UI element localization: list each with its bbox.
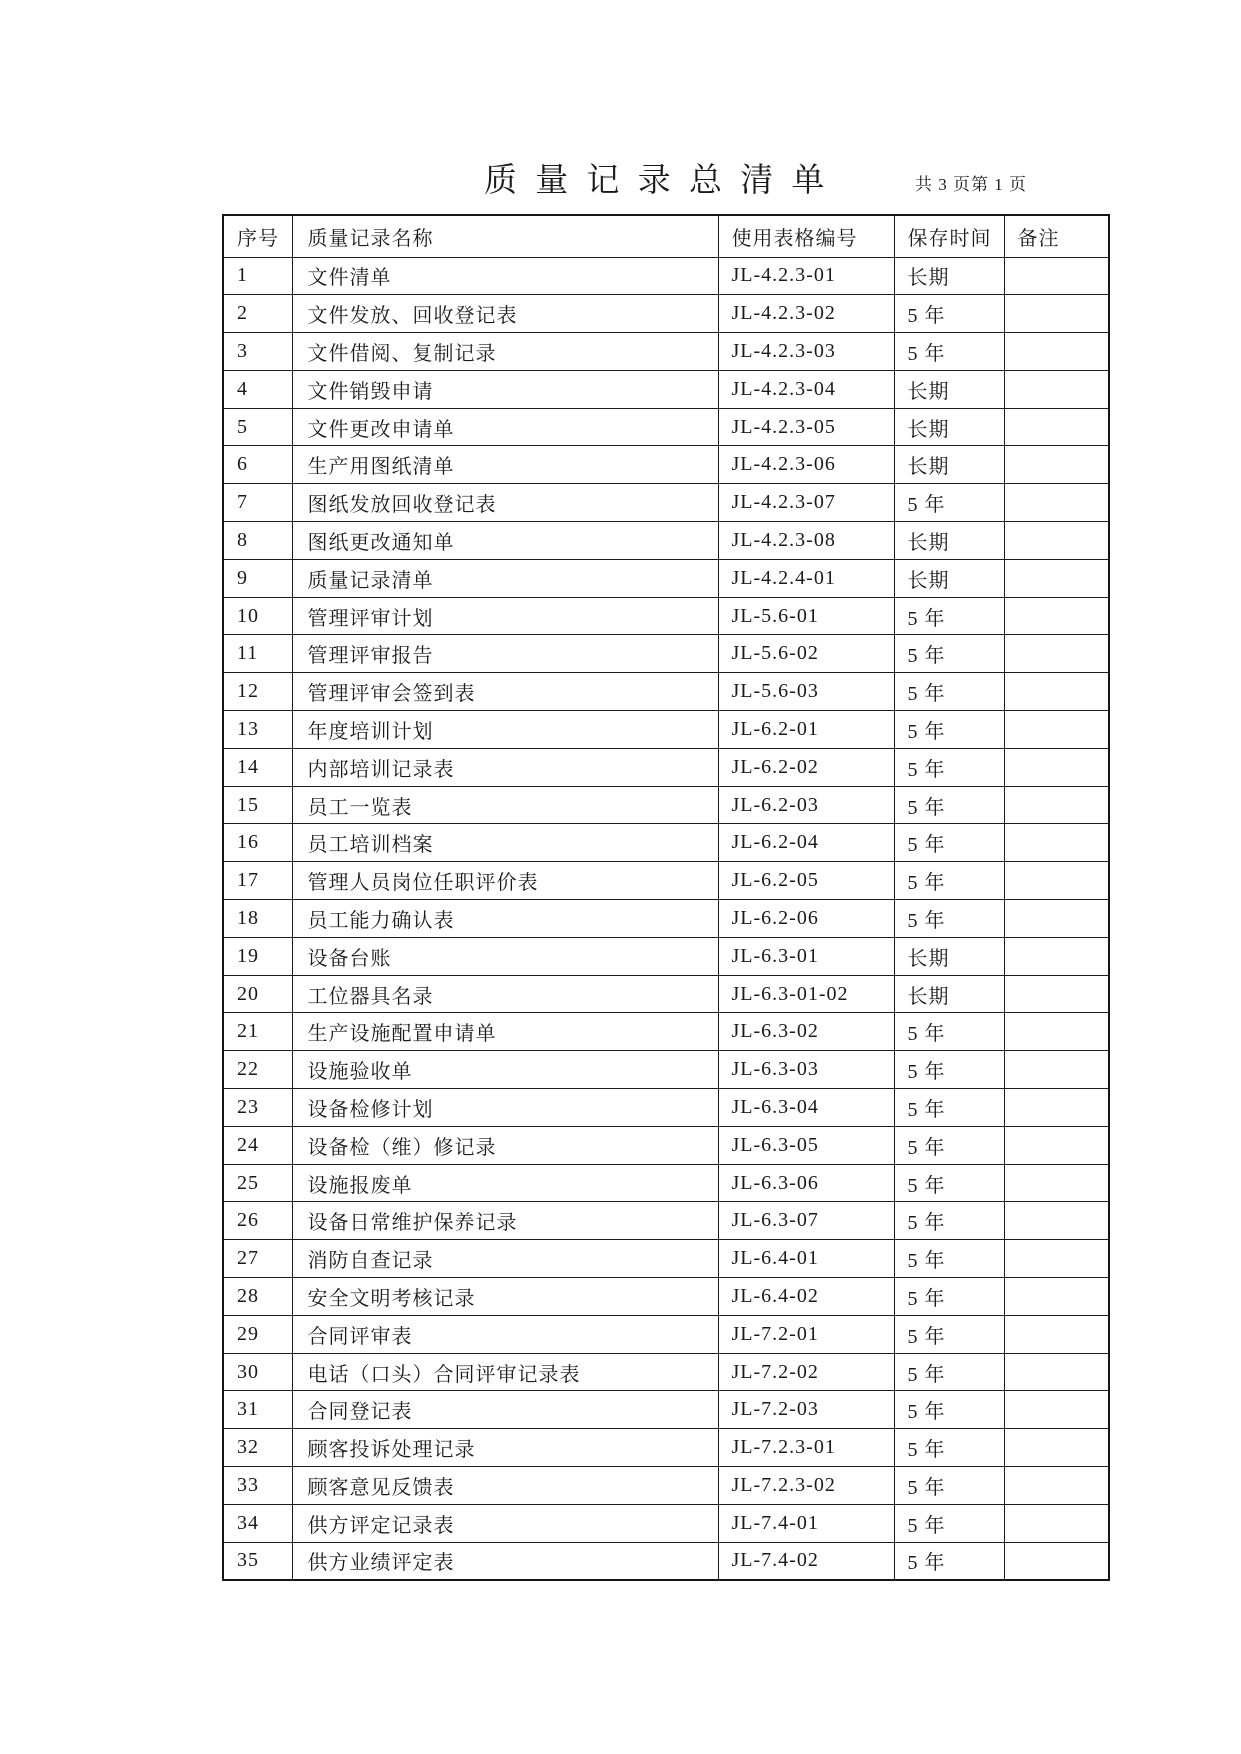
cell-name: 图纸发放回收登记表 <box>292 484 718 522</box>
cell-name: 设备台账 <box>292 937 718 975</box>
cell-no: 6 <box>223 446 292 484</box>
cell-code: JL-6.3-05 <box>718 1126 894 1164</box>
cell-retention: 5 年 <box>894 1013 1004 1051</box>
cell-remark <box>1004 370 1109 408</box>
cell-name: 合同评审表 <box>292 1315 718 1353</box>
cell-no: 29 <box>223 1315 292 1353</box>
cell-no: 18 <box>223 900 292 938</box>
cell-remark <box>1004 937 1109 975</box>
table-row <box>223 370 1109 408</box>
cell-no: 25 <box>223 1164 292 1202</box>
cell-retention: 5 年 <box>894 484 1004 522</box>
table-row <box>223 484 1109 522</box>
cell-remark <box>1004 257 1109 295</box>
cell-remark <box>1004 862 1109 900</box>
cell-name: 合同登记表 <box>292 1391 718 1429</box>
cell-name: 文件销毁申请 <box>292 370 718 408</box>
cell-no: 16 <box>223 824 292 862</box>
cell-remark <box>1004 1089 1109 1127</box>
cell-code: JL-7.2.3-02 <box>718 1467 894 1505</box>
cell-remark <box>1004 1467 1109 1505</box>
cell-no: 33 <box>223 1467 292 1505</box>
column-header-name: 质量记录名称 <box>292 215 718 257</box>
cell-remark <box>1004 748 1109 786</box>
cell-code: JL-7.2-02 <box>718 1353 894 1391</box>
cell-no: 22 <box>223 1051 292 1089</box>
cell-no: 34 <box>223 1504 292 1542</box>
column-header-no: 序号 <box>223 215 292 257</box>
cell-remark <box>1004 900 1109 938</box>
cell-name: 供方评定记录表 <box>292 1504 718 1542</box>
cell-no: 1 <box>223 257 292 295</box>
cell-retention: 5 年 <box>894 1164 1004 1202</box>
cell-no: 3 <box>223 333 292 371</box>
cell-remark <box>1004 408 1109 446</box>
cell-retention: 5 年 <box>894 597 1004 635</box>
table-row <box>223 748 1109 786</box>
cell-no: 17 <box>223 862 292 900</box>
cell-remark <box>1004 597 1109 635</box>
cell-retention: 长期 <box>894 370 1004 408</box>
cell-name: 内部培训记录表 <box>292 748 718 786</box>
cell-code: JL-6.3-02 <box>718 1013 894 1051</box>
cell-name: 生产设施配置申请单 <box>292 1013 718 1051</box>
cell-code: JL-6.2-01 <box>718 711 894 749</box>
cell-no: 28 <box>223 1278 292 1316</box>
cell-no: 26 <box>223 1202 292 1240</box>
cell-retention: 5 年 <box>894 635 1004 673</box>
cell-name: 顾客投诉处理记录 <box>292 1429 718 1467</box>
cell-remark <box>1004 522 1109 560</box>
cell-name: 设施验收单 <box>292 1051 718 1089</box>
cell-retention: 5 年 <box>894 295 1004 333</box>
cell-code: JL-4.2.4-01 <box>718 559 894 597</box>
cell-no: 14 <box>223 748 292 786</box>
cell-no: 5 <box>223 408 292 446</box>
cell-code: JL-4.2.3-02 <box>718 295 894 333</box>
table-row <box>223 937 1109 975</box>
cell-remark <box>1004 484 1109 522</box>
cell-code: JL-6.2-03 <box>718 786 894 824</box>
table-row <box>223 597 1109 635</box>
table-row <box>223 711 1109 749</box>
cell-retention: 5 年 <box>894 900 1004 938</box>
table-row <box>223 1089 1109 1127</box>
cell-retention: 5 年 <box>894 673 1004 711</box>
cell-retention: 5 年 <box>894 1353 1004 1391</box>
cell-retention: 5 年 <box>894 1240 1004 1278</box>
cell-code: JL-6.2-04 <box>718 824 894 862</box>
cell-retention: 长期 <box>894 446 1004 484</box>
cell-retention: 5 年 <box>894 1504 1004 1542</box>
cell-retention: 5 年 <box>894 748 1004 786</box>
cell-no: 8 <box>223 522 292 560</box>
cell-retention: 5 年 <box>894 786 1004 824</box>
cell-name: 生产用图纸清单 <box>292 446 718 484</box>
cell-no: 15 <box>223 786 292 824</box>
cell-code: JL-7.4-01 <box>718 1504 894 1542</box>
cell-remark <box>1004 446 1109 484</box>
cell-retention: 5 年 <box>894 824 1004 862</box>
cell-remark <box>1004 824 1109 862</box>
cell-code: JL-6.3-06 <box>718 1164 894 1202</box>
cell-retention: 5 年 <box>894 1542 1004 1580</box>
cell-name: 设备检修计划 <box>292 1089 718 1127</box>
table-row <box>223 635 1109 673</box>
cell-remark <box>1004 559 1109 597</box>
cell-code: JL-7.2.3-01 <box>718 1429 894 1467</box>
cell-no: 7 <box>223 484 292 522</box>
cell-remark <box>1004 1542 1109 1580</box>
table-row <box>223 257 1109 295</box>
cell-code: JL-4.2.3-01 <box>718 257 894 295</box>
cell-code: JL-6.3-04 <box>718 1089 894 1127</box>
cell-no: 21 <box>223 1013 292 1051</box>
cell-code: JL-6.3-01-02 <box>718 975 894 1013</box>
cell-name: 管理评审报告 <box>292 635 718 673</box>
cell-remark <box>1004 786 1109 824</box>
cell-retention: 5 年 <box>894 1089 1004 1127</box>
cell-code: JL-4.2.3-03 <box>718 333 894 371</box>
table-row <box>223 446 1109 484</box>
cell-name: 消防自查记录 <box>292 1240 718 1278</box>
cell-retention: 5 年 <box>894 1051 1004 1089</box>
cell-name: 工位器具名录 <box>292 975 718 1013</box>
cell-remark <box>1004 1278 1109 1316</box>
cell-name: 员工一览表 <box>292 786 718 824</box>
cell-no: 11 <box>223 635 292 673</box>
cell-remark <box>1004 1353 1109 1391</box>
cell-retention: 长期 <box>894 559 1004 597</box>
cell-remark <box>1004 711 1109 749</box>
cell-remark <box>1004 1164 1109 1202</box>
cell-name: 管理评审计划 <box>292 597 718 635</box>
cell-no: 24 <box>223 1126 292 1164</box>
cell-code: JL-6.2-02 <box>718 748 894 786</box>
cell-retention: 5 年 <box>894 1315 1004 1353</box>
cell-retention: 长期 <box>894 522 1004 560</box>
table-row <box>223 1391 1109 1429</box>
cell-retention: 5 年 <box>894 1202 1004 1240</box>
column-header-remark: 备注 <box>1004 215 1109 257</box>
cell-code: JL-7.4-02 <box>718 1542 894 1580</box>
cell-name: 文件发放、回收登记表 <box>292 295 718 333</box>
table-row <box>223 975 1109 1013</box>
cell-no: 30 <box>223 1353 292 1391</box>
cell-no: 2 <box>223 295 292 333</box>
table-row <box>223 1164 1109 1202</box>
cell-code: JL-5.6-02 <box>718 635 894 673</box>
cell-retention: 5 年 <box>894 862 1004 900</box>
cell-code: JL-4.2.3-07 <box>718 484 894 522</box>
cell-retention: 5 年 <box>894 333 1004 371</box>
table-row <box>223 295 1109 333</box>
cell-retention: 5 年 <box>894 1278 1004 1316</box>
table-row <box>223 1315 1109 1353</box>
cell-code: JL-6.2-06 <box>718 900 894 938</box>
cell-no: 12 <box>223 673 292 711</box>
table-row <box>223 522 1109 560</box>
cell-name: 设备日常维护保养记录 <box>292 1202 718 1240</box>
column-header-retention: 保存时间 <box>894 215 1004 257</box>
cell-code: JL-4.2.3-05 <box>718 408 894 446</box>
cell-remark <box>1004 1391 1109 1429</box>
cell-name: 设施报废单 <box>292 1164 718 1202</box>
table-row <box>223 1202 1109 1240</box>
cell-remark <box>1004 295 1109 333</box>
cell-code: JL-6.4-01 <box>718 1240 894 1278</box>
cell-retention: 长期 <box>894 975 1004 1013</box>
cell-retention: 长期 <box>894 257 1004 295</box>
cell-code: JL-5.6-01 <box>718 597 894 635</box>
cell-name: 文件清单 <box>292 257 718 295</box>
table-row <box>223 786 1109 824</box>
cell-code: JL-7.2-03 <box>718 1391 894 1429</box>
cell-remark <box>1004 1429 1109 1467</box>
cell-remark <box>1004 1240 1109 1278</box>
cell-name: 员工培训档案 <box>292 824 718 862</box>
cell-code: JL-6.3-01 <box>718 937 894 975</box>
cell-no: 20 <box>223 975 292 1013</box>
cell-no: 13 <box>223 711 292 749</box>
cell-code: JL-6.4-02 <box>718 1278 894 1316</box>
cell-no: 10 <box>223 597 292 635</box>
cell-name: 文件更改申请单 <box>292 408 718 446</box>
table-row <box>223 559 1109 597</box>
cell-code: JL-6.3-07 <box>718 1202 894 1240</box>
table-row <box>223 1429 1109 1467</box>
cell-remark <box>1004 1504 1109 1542</box>
cell-remark <box>1004 1315 1109 1353</box>
cell-no: 4 <box>223 370 292 408</box>
cell-retention: 5 年 <box>894 711 1004 749</box>
cell-remark <box>1004 975 1109 1013</box>
cell-name: 安全文明考核记录 <box>292 1278 718 1316</box>
quality-records-table <box>222 214 1110 1581</box>
cell-remark <box>1004 333 1109 371</box>
cell-name: 供方业绩评定表 <box>292 1542 718 1580</box>
cell-retention: 长期 <box>894 408 1004 446</box>
cell-name: 管理评审会签到表 <box>292 673 718 711</box>
cell-code: JL-6.2-05 <box>718 862 894 900</box>
cell-code: JL-4.2.3-04 <box>718 370 894 408</box>
cell-no: 27 <box>223 1240 292 1278</box>
table-row <box>223 333 1109 371</box>
cell-name: 图纸更改通知单 <box>292 522 718 560</box>
table-row <box>223 1240 1109 1278</box>
cell-name: 质量记录清单 <box>292 559 718 597</box>
table-row <box>223 1467 1109 1505</box>
cell-name: 电话（口头）合同评审记录表 <box>292 1353 718 1391</box>
page-title: 质 量 记 录 总 清 单 <box>484 163 830 199</box>
cell-retention: 5 年 <box>894 1467 1004 1505</box>
cell-retention: 5 年 <box>894 1429 1004 1467</box>
cell-no: 35 <box>223 1542 292 1580</box>
cell-remark <box>1004 1202 1109 1240</box>
cell-code: JL-5.6-03 <box>718 673 894 711</box>
page-number-label: 共 3 页第 1 页 <box>915 175 1027 194</box>
cell-remark <box>1004 1126 1109 1164</box>
column-header-code: 使用表格编号 <box>718 215 894 257</box>
cell-retention: 5 年 <box>894 1391 1004 1429</box>
table-row <box>223 862 1109 900</box>
cell-no: 31 <box>223 1391 292 1429</box>
table-row <box>223 1013 1109 1051</box>
cell-name: 顾客意见反馈表 <box>292 1467 718 1505</box>
table-row <box>223 673 1109 711</box>
table-row <box>223 900 1109 938</box>
cell-no: 9 <box>223 559 292 597</box>
cell-remark <box>1004 1051 1109 1089</box>
cell-name: 年度培训计划 <box>292 711 718 749</box>
table-row <box>223 1051 1109 1089</box>
table-row <box>223 1504 1109 1542</box>
table-row <box>223 1542 1109 1580</box>
table-header-row <box>223 215 1109 257</box>
cell-retention: 长期 <box>894 937 1004 975</box>
cell-retention: 5 年 <box>894 1126 1004 1164</box>
cell-code: JL-4.2.3-08 <box>718 522 894 560</box>
cell-name: 设备检（维）修记录 <box>292 1126 718 1164</box>
cell-remark <box>1004 1013 1109 1051</box>
cell-no: 23 <box>223 1089 292 1127</box>
cell-code: JL-4.2.3-06 <box>718 446 894 484</box>
table-row <box>223 1126 1109 1164</box>
cell-no: 32 <box>223 1429 292 1467</box>
cell-name: 管理人员岗位任职评价表 <box>292 862 718 900</box>
table-row <box>223 1353 1109 1391</box>
cell-name: 员工能力确认表 <box>292 900 718 938</box>
cell-code: JL-7.2-01 <box>718 1315 894 1353</box>
cell-remark <box>1004 635 1109 673</box>
table-row <box>223 824 1109 862</box>
cell-name: 文件借阅、复制记录 <box>292 333 718 371</box>
cell-code: JL-6.3-03 <box>718 1051 894 1089</box>
cell-remark <box>1004 673 1109 711</box>
table-row <box>223 1278 1109 1316</box>
table-row <box>223 408 1109 446</box>
cell-no: 19 <box>223 937 292 975</box>
